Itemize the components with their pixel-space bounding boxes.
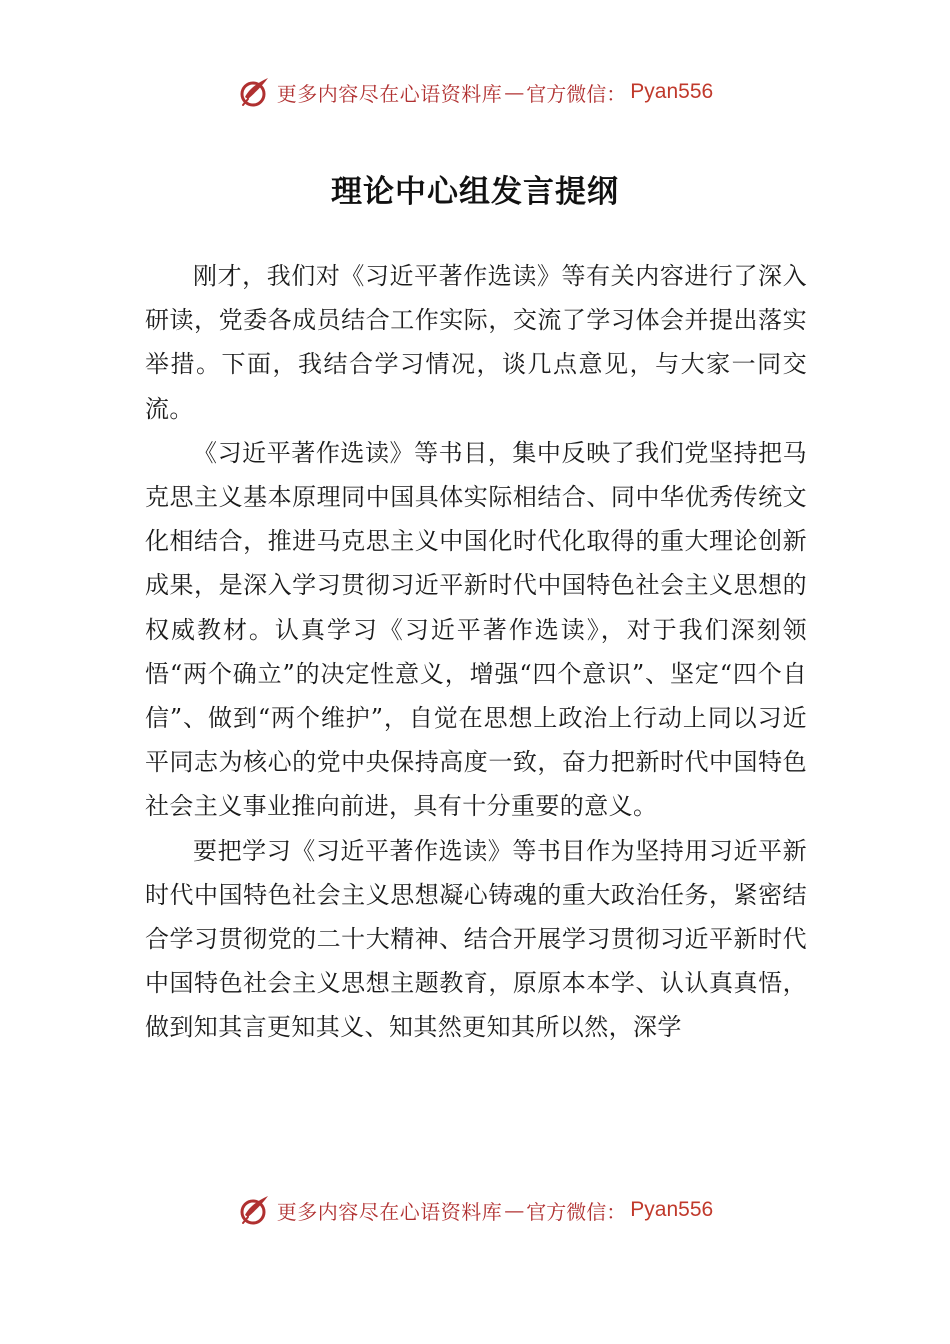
paragraph-3: 要把学习《习近平著作选读》等书目作为坚持用习近平新时代中国特色社会主义思想凝心铸魂的重大政治任务，紧密结合学习贯彻党的二十大精神、结合开展学习贯彻习近平新时代中国特色社会主义思想主题教育，原原本本学、认认真真悟，做到知其言更知其义、知其然更知其所以然，深学 (145, 836, 807, 1042)
footer-banner (0, 1190, 950, 1230)
document-body (145, 254, 807, 1050)
banner-separator: — (504, 80, 525, 104)
banner-wechat-label: 官方微信： (526, 81, 627, 106)
document-title: 理论中心组发言提纲 (331, 174, 619, 210)
banner-brand-text: 更多内容尽在心语资料库 (276, 81, 503, 106)
banner-separator: — (504, 1198, 525, 1222)
banner-wechat-label: 官方微信： (526, 1199, 627, 1224)
paragraph-2: 《习近平著作选读》等书目，集中反映了我们党坚持把马克思主义基本原理同中国具体实际相结合、同中华优秀传统文化相结合，推进马克思主义中国化时代化取得的重大理论创新成果，是深入学习贯彻习近平新时代中国特色社会主义思想的权威教材。认真学习《习近平著作选读》，对于我们深刻领悟“两个确立”的决定性意义，增强“四个意识”、坚定“四个自信”、做到“两个维护”，自觉在思想上政治上行动上同以习近平同志为核心的党中央保持高度一致，奋力把新时代中国特色社会主义事业推向前进，具有十分重要的意义。 (145, 438, 807, 821)
paragraph-1: 刚才，我们对《习近平著作选读》等有关内容进行了深入研读，党委各成员结合工作实际，交流了学习体会并提出落实举措。下面，我结合学习情况，谈几点意见，与大家一同交流。 (145, 262, 807, 423)
banner-wechat-id: Pyan556 (630, 80, 714, 103)
quill-pen-logo-icon (237, 75, 271, 109)
banner-wechat-id: Pyan556 (630, 1198, 714, 1221)
header-banner (0, 72, 950, 112)
quill-pen-logo-icon (237, 1193, 271, 1227)
banner-brand-text: 更多内容尽在心语资料库 (276, 1199, 503, 1224)
